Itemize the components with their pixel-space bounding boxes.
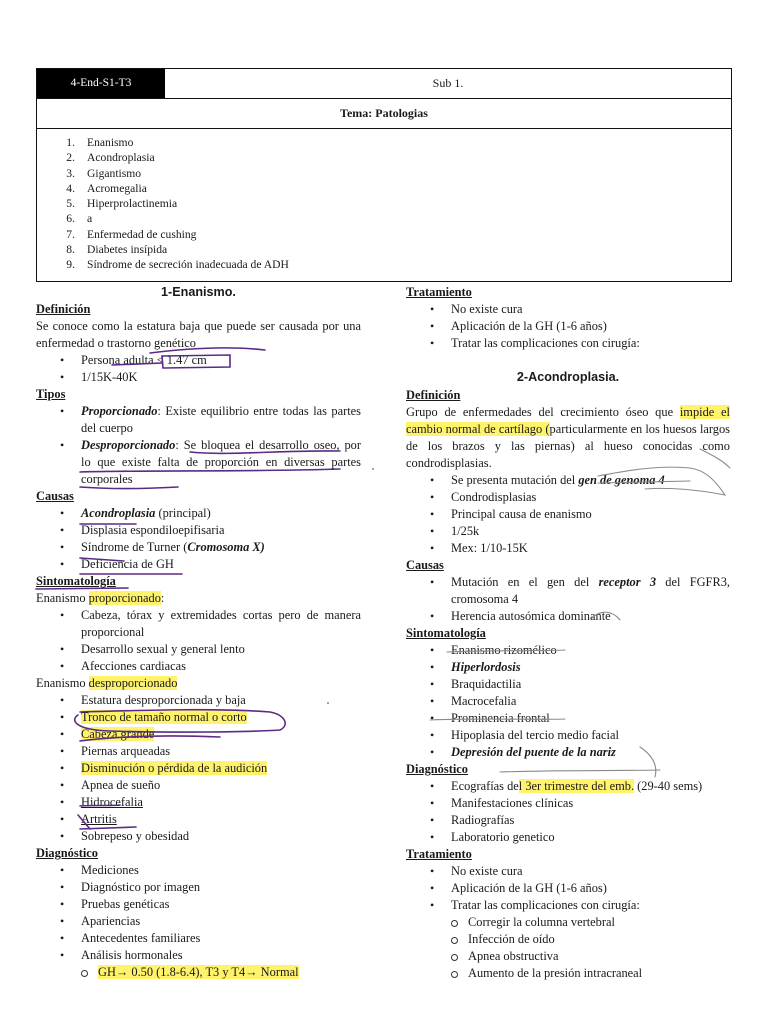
section-title-acondroplasia: 2-Acondroplasia. [516, 370, 620, 384]
highlight: GH→ 0.50 (1.8-6.4), T3 y T4→ Normal [98, 965, 299, 979]
list-item: • Apnea de sueño [36, 777, 361, 794]
list-item: • Diagnóstico por imagen [36, 879, 361, 896]
list-item [36, 505, 361, 522]
list-item [36, 437, 361, 488]
topic-text: Diabetes insípida [87, 243, 168, 257]
list-item [36, 726, 361, 743]
topic-list [37, 129, 731, 281]
topic-number: 8. [66, 243, 75, 257]
highlight: Cabeza grande [81, 727, 155, 741]
heading-diagnostico: Diagnóstico [36, 846, 98, 860]
list-item [36, 539, 361, 556]
highlight: Disminución o pérdida de la audición [81, 761, 268, 775]
tipos-list [36, 403, 361, 488]
list-item: • Prominencia frontal [406, 710, 730, 727]
list-item: • Apariencias [36, 913, 361, 930]
header-table [36, 68, 732, 282]
list-item: • Radiografías [406, 812, 730, 829]
heading-causas: Causas [406, 558, 444, 572]
heading-definicion: Definición [406, 388, 461, 402]
list-item: • Cabeza, tórax y extremidades cortas pero de manera proporcional [36, 607, 361, 641]
list-item: • Deficiencia de GH [36, 556, 361, 573]
topic-text: a [87, 212, 93, 226]
list-item: • Análisis hormonales [36, 947, 361, 964]
term: Desproporcionado [81, 438, 176, 452]
term-description: : Se bloquea el desarrollo oseo, por lo que existe falta de proporción en diversas partes corporales [81, 438, 361, 486]
header-row [37, 69, 731, 99]
item-text: Síndrome de Turner ( [81, 540, 188, 554]
topic-number: 4. [66, 181, 75, 195]
topic-text: Enanismo [87, 136, 134, 149]
list-item: • Mex: 1/10-15K [406, 540, 730, 557]
heading-sintomatologia: Sintomatología [36, 574, 116, 588]
topic-item [37, 242, 731, 257]
list-item: • Hipoplasia del tercio medio facial [406, 727, 730, 744]
list-item [406, 472, 730, 489]
topic-item [37, 135, 731, 150]
section-title-enanismo: 1-Enanismo. [161, 285, 236, 299]
diagnostico-sublist [36, 964, 361, 981]
tratamiento-list [406, 863, 730, 914]
list-item: • Herencia autosómica dominante [406, 608, 730, 625]
list-item [406, 574, 730, 608]
highlight: l 3er trimestre del emb. [518, 779, 635, 793]
topic-text: Síndrome de secreción inadecuada de ADH [87, 258, 289, 272]
list-item: • Desarrollo sexual y general lento [36, 641, 361, 658]
topic-number: 9. [66, 258, 75, 272]
heading-sintomatologia: Sintomatología [406, 626, 486, 640]
list-item [406, 659, 730, 676]
tratamiento-list [406, 301, 730, 352]
term: Proporcionado [81, 404, 158, 418]
list-item: • Afecciones cardiacas [36, 658, 361, 675]
highlight: desproporcionado [88, 676, 178, 690]
list-item: • Sobrepeso y obesidad [36, 828, 361, 845]
topic-item [37, 227, 731, 242]
pencil-dot [372, 468, 374, 470]
list-item [36, 794, 361, 811]
item-text: Grupo de enfermedades del crecimiento óseo que [406, 405, 680, 419]
topic-text: Gigantismo [87, 166, 142, 180]
spacer [406, 352, 730, 369]
topic-number: 1. [66, 136, 75, 149]
underlined-text: Artritis [81, 812, 117, 826]
topic-item [37, 211, 731, 226]
list-item: • Tratar las complicaciones con cirugía: [406, 897, 730, 914]
list-item: • Mediciones [36, 862, 361, 879]
term-description: : Existe equilibrio entre todas las partes del cuerpo [81, 404, 361, 435]
topic-item [37, 181, 731, 196]
heading-causas: Causas [36, 489, 74, 503]
topic-text: Hiperprolactinemia [87, 197, 178, 211]
right-column [406, 284, 730, 982]
term: Depresión del puente de la nariz [451, 745, 616, 759]
document-code: 4-End-S1-T3 [37, 69, 165, 98]
tratamiento-sublist [406, 914, 730, 982]
heading-diagnostico: Diagnóstico [406, 762, 468, 776]
subject-label: Sub 1. [432, 76, 464, 90]
heading-tratamiento: Tratamiento [406, 847, 472, 861]
list-item: • Condrodisplasias [406, 489, 730, 506]
underlined-text: Hidrocefalia [81, 795, 143, 809]
diagnostico-list [36, 862, 361, 964]
topic-number: 5. [66, 197, 75, 211]
term: gen de genoma 4 [578, 473, 665, 487]
definition-list [406, 472, 730, 557]
subheading-proporcionado [36, 590, 361, 607]
definition-text: Se conoce como la estatura baja que puede ser causada por una enfermedad o trastorno genético [36, 319, 361, 350]
sub-list-item: Apnea obstructiva [406, 948, 730, 965]
term: Hiperlordosis [451, 660, 521, 674]
sub-list-item: Aumento de la presión intracraneal [406, 965, 730, 982]
item-text: Enanismo [36, 676, 89, 690]
list-item: • No existe cura [406, 863, 730, 880]
topic-item [37, 196, 731, 211]
desproporcionado-list [36, 692, 361, 845]
list-item: • Tratar las complicaciones con cirugía: [406, 335, 730, 352]
heading-tipos: Tipos [36, 387, 66, 401]
sub-list-item: Infección de oído [406, 931, 730, 948]
list-item: • Manifestaciones clínicas [406, 795, 730, 812]
list-item: • Aplicación de la GH (1-6 años) [406, 880, 730, 897]
highlight: proporcionado [88, 591, 161, 605]
subheading-desproporcionado [36, 675, 361, 692]
term: receptor 3 [598, 575, 657, 589]
list-item: • 1/25k [406, 523, 730, 540]
list-item: • Estatura desproporcionada y baja [36, 692, 361, 709]
list-item: • Antecedentes familiares [36, 930, 361, 947]
topic-text: Enfermedad de cushing [87, 227, 197, 241]
list-item: • Piernas arqueadas [36, 743, 361, 760]
sub-list-item: Corregir la columna vertebral [406, 914, 730, 931]
term: Acondroplasia [81, 506, 156, 520]
diagnostico-list [406, 778, 730, 846]
list-item: • Aplicación de la GH (1-6 años) [406, 318, 730, 335]
list-item: • Braquidactilia [406, 676, 730, 693]
list-item: • 1/15K-40K [36, 369, 361, 386]
list-item: • Laboratorio genetico [406, 829, 730, 846]
topic-number: 2. [66, 151, 75, 165]
topic-item [37, 150, 731, 165]
sub-list-item [36, 964, 361, 981]
left-column [36, 284, 361, 981]
list-item [36, 709, 361, 726]
causas-list [406, 574, 730, 625]
highlight: impide el cambio normal de cartílago ( [406, 405, 730, 436]
list-item [36, 811, 361, 828]
item-text: (principal) [155, 506, 211, 520]
sintomatologia-list [406, 642, 730, 761]
item-text: Mutación en el gen del [451, 575, 599, 589]
item-text: del FGFR3, cromosoma 4 [451, 575, 730, 606]
item-text: Enanismo [36, 591, 89, 605]
list-item: • No existe cura [406, 301, 730, 318]
highlight: Tronco de tamaño normal o corto [81, 710, 247, 724]
list-item: • Pruebas genéticas [36, 896, 361, 913]
list-item: • Macrocefalia [406, 693, 730, 710]
proporcionado-list [36, 607, 361, 675]
topic-item [37, 166, 731, 181]
list-item [406, 778, 730, 795]
item-text: Ecografías de [451, 779, 519, 793]
list-item: • Persona adulta < 1.47 cm [36, 352, 361, 369]
list-item [36, 760, 361, 777]
heading-tratamiento: Tratamiento [406, 285, 472, 299]
item-text: (29-40 sems) [634, 779, 703, 793]
definition-text [406, 404, 730, 472]
item-text: : [160, 591, 165, 605]
list-item [406, 744, 730, 761]
topic-title: Tema: Patologias [37, 99, 731, 129]
list-item: • Enanismo rizomélico [406, 642, 730, 659]
topic-number: 7. [66, 227, 75, 241]
topic-text: Acromegalia [87, 181, 147, 195]
item-text: particularmente en los huesos largos de los brazos y las piernas) al hueso conocidas como condrodisplasias. [406, 422, 731, 470]
list-item: • Principal causa de enanismo [406, 506, 730, 523]
item-text: Se presenta mutación del [451, 473, 579, 487]
list-item [36, 403, 361, 437]
definition-list [36, 352, 361, 386]
topic-text: Acondroplasia [87, 151, 155, 165]
topic-item [37, 257, 731, 272]
term: Cromosoma X) [187, 540, 265, 554]
list-item: • Displasia espondiloepifisaria [36, 522, 361, 539]
topic-number: 3. [66, 166, 75, 180]
heading-definicion: Definición [36, 302, 91, 316]
causas-list [36, 505, 361, 573]
topic-number: 6. [66, 212, 75, 226]
